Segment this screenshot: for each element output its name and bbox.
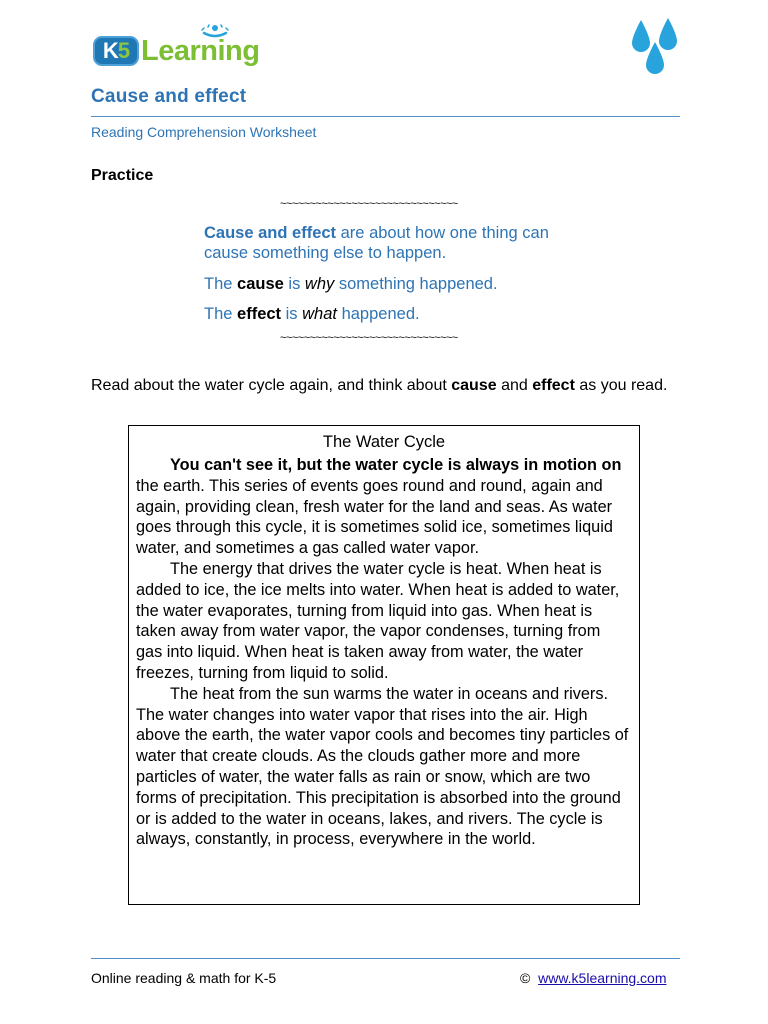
- definition-cause-and-effect: Cause and effect are about how one thing can cause something else to happen.: [204, 224, 549, 262]
- definition-cause: The cause is why something happened.: [204, 275, 498, 293]
- instruction-text: Read about the water cycle again, and think about cause and effect as you read.: [91, 377, 668, 394]
- logo-figure-icon: [198, 24, 232, 44]
- story-paragraph-1: You can't see it, but the water cycle is always in motion on the earth. This series of events goes round and round, again and again, providing clean, fresh water for the land and seas. As water goes through this cycle, it is sometimes solid ice, sometimes liquid water, and sometimes a gas called water vapor.: [136, 456, 622, 558]
- story-body: [136, 455, 630, 850]
- definition-effect: The effect is what happened.: [204, 305, 420, 323]
- footer-divider: [91, 958, 680, 959]
- water-drops-icon: [628, 16, 682, 74]
- separator-top: ~~~~~~~~~~~~~~~~~~~~~~~~~~~~~~: [280, 198, 458, 210]
- footer-tagline: Online reading & math for K-5: [91, 970, 277, 986]
- section-heading: Practice: [91, 167, 154, 184]
- story-paragraph-3: The heat from the sun warms the water in oceans and rivers. The water changes into water vapor that rises into the air. High above the earth, the water vapor cools and becomes tiny particles of water that create clouds. As the clouds gather more and more particles of water, the water falls as rain or snow, which are two forms of precipitation. This precipitation is absorbed into the ground or is added to the water in oceans, lakes, and rivers. The cycle is always, constantly, in process, everywhere in the world.: [136, 684, 629, 849]
- k5-learning-logo: [93, 24, 258, 72]
- page-subtitle: Reading Comprehension Worksheet: [91, 124, 317, 140]
- website-link[interactable]: www.k5learning.com: [538, 970, 667, 986]
- logo-wordmark: Learning: [141, 35, 260, 67]
- footer-credit: [520, 970, 667, 986]
- header-divider: [91, 116, 680, 117]
- story-paragraph-2: The energy that drives the water cycle is heat. When heat is added to ice, the ice melts into water. When heat is added to water, the water evaporates, turning from liquid into gas. When heat is taken away from water vapor, the vapor condenses, turning from gas into liquid. When heat is taken away from water, the water freezes, turning from liquid to solid.: [136, 559, 620, 682]
- story-title: The Water Cycle: [322, 433, 446, 451]
- page-title: Cause and effect: [91, 86, 247, 107]
- separator-bottom: ~~~~~~~~~~~~~~~~~~~~~~~~~~~~~~: [280, 332, 458, 344]
- logo-badge: K5: [93, 36, 139, 66]
- copyright-symbol: ©: [520, 970, 531, 986]
